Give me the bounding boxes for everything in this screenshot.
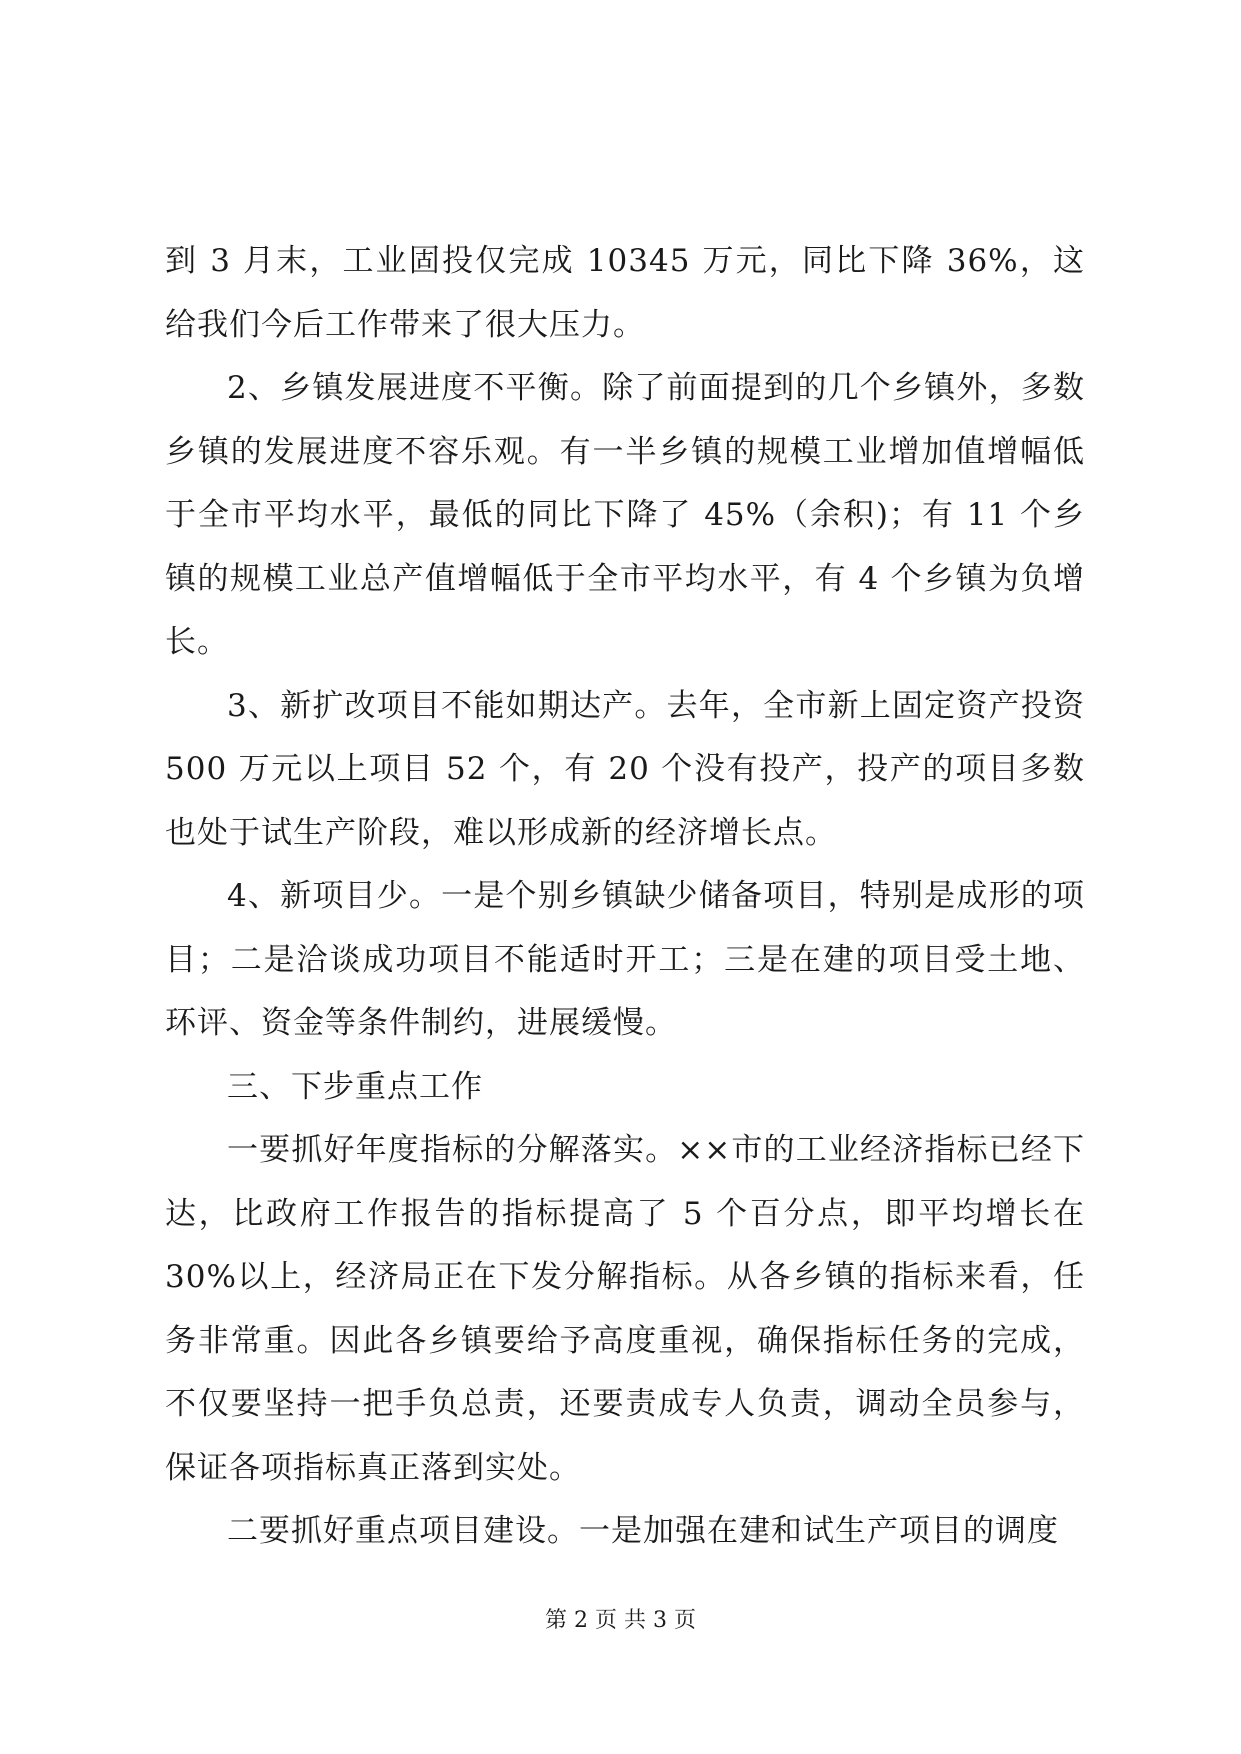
document-body: [165, 230, 1085, 1564]
paragraph-item-4: 4、新项目少。一是个别乡镇缺少储备项目，特别是成形的项目；二是洽谈成功项目不能适时开工；三是在建的项目受土地、环评、资金等条件制约，进展缓慢。: [165, 878, 1085, 1041]
paragraph-continuation: 到 3 月末，工业固投仅完成 10345 万元，同比下降 36%，这给我们今后工作带来了很大压力。: [165, 243, 1085, 343]
paragraph-item-3: 3、新扩改项目不能如期达产。去年，全市新上固定资产投资 500 万元以上项目 52 个，有 20 个没有投产，投产的项目多数也处于试生产阶段，难以形成新的经济增长点。: [165, 687, 1085, 851]
page-number-footer: 第 2 页 共 3 页: [545, 1608, 696, 1633]
paragraph-item-2: 2、乡镇发展进度不平衡。除了前面提到的几个乡镇外，多数乡镇的发展进度不容乐观。有一半乡镇的规模工业增加值增幅低于全市平均水平，最低的同比下降了 45%（余积)；有 11 个乡镇的规模工业总产值增幅低于全市平均水平，有 4 个乡镇为负增长。: [165, 370, 1085, 660]
section-heading: 三、下步重点工作: [227, 1068, 483, 1105]
paragraph-point-1: 一要抓好年度指标的分解落实。××市的工业经济指标已经下达，比政府工作报告的指标提高了 5 个百分点，即平均增长在 30%以上，经济局正在下发分解指标。从各乡镇的指标来看，任务非常重。因此各乡镇要给予高度重视，确保指标任务的完成，不仅要坚持一把手负总责，还要责成专人负责，调动全员参与，保证各项指标真正落到实处。: [165, 1132, 1085, 1486]
paragraph-point-2: 二要抓好重点项目建设。一是加强在建和试生产项目的调度: [227, 1513, 1059, 1549]
